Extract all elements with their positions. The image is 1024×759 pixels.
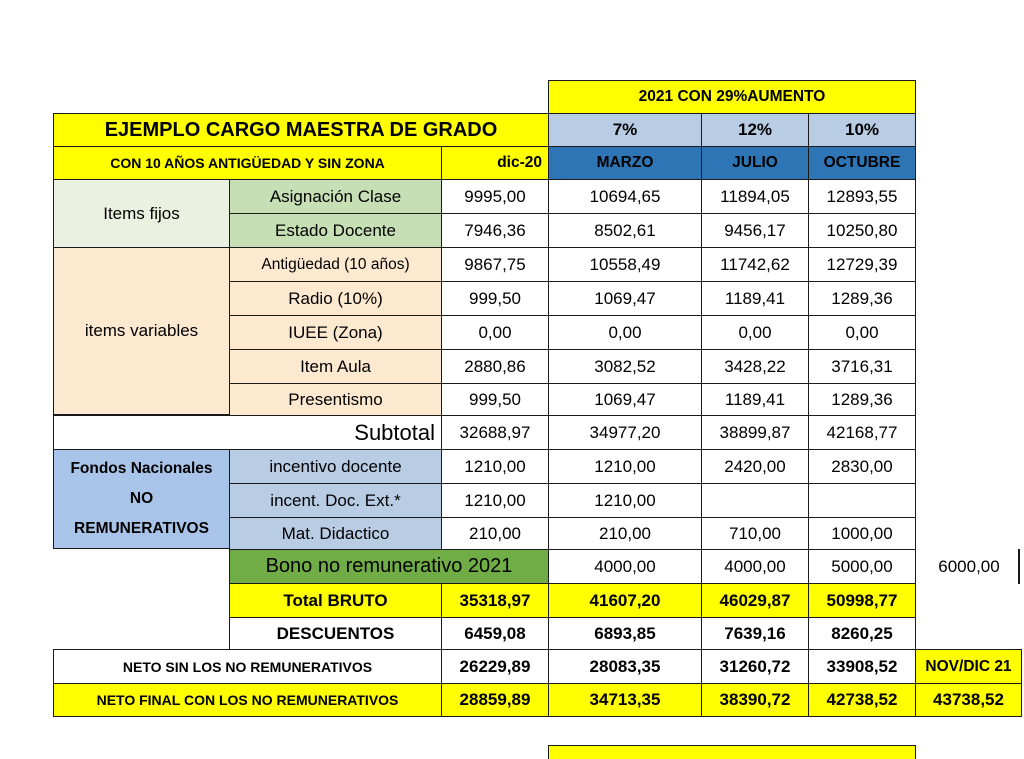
cell-aula-dic20: 2880,86: [441, 349, 549, 384]
cell-incentivo-octubre: 2830,00: [808, 449, 916, 484]
cell-descuentos-marzo: 6893,85: [548, 617, 702, 650]
cell-neto-sin-marzo: 28083,35: [548, 649, 702, 684]
cell-asignacion-octubre: 12893,55: [808, 179, 916, 214]
pct-octubre: 10%: [808, 113, 916, 147]
cell-estado-julio: 9456,17: [701, 213, 809, 248]
col-dic20: dic-20: [441, 146, 549, 180]
cell-neto-final-marzo: 34713,35: [548, 683, 702, 717]
cell-bono-extra: 6000,00: [920, 549, 1020, 584]
cell-bruto-dic20: 35318,97: [441, 583, 549, 618]
cell-subtotal-octubre: 42168,77: [808, 415, 916, 450]
row-label-item-aula: Item Aula: [229, 349, 442, 384]
cell-incentivo-julio: 2420,00: [701, 449, 809, 484]
row-label-incentivo-docente: incentivo docente: [229, 449, 442, 484]
cell-iuee-dic20: 0,00: [441, 315, 549, 350]
cell-incent-ext-dic20: 1210,00: [441, 483, 549, 518]
fondos-line-3: REMUNERATIVOS: [74, 520, 209, 537]
header-2021-increase: 2021 CON 29%AUMENTO: [548, 80, 916, 114]
cell-radio-octubre: 1289,36: [808, 281, 916, 316]
row-label-estado-docente: Estado Docente: [229, 213, 442, 248]
table-subtitle: CON 10 AÑOS ANTIGÜEDAD Y SIN ZONA: [53, 146, 442, 180]
row-label-iuee: IUEE (Zona): [229, 315, 442, 350]
cell-neto-sin-dic20: 26229,89: [441, 649, 549, 684]
cell-neto-sin-octubre: 33908,52: [808, 649, 916, 684]
cell-radio-dic20: 999,50: [441, 281, 549, 316]
cell-antiguedad-octubre: 12729,39: [808, 247, 916, 282]
fondos-line-1: Fondos Nacionales: [70, 460, 213, 477]
col-marzo: MARZO: [548, 146, 702, 180]
cell-subtotal-julio: 38899,87: [701, 415, 809, 450]
col-octubre: OCTUBRE: [808, 146, 916, 180]
cell-radio-julio: 1189,41: [701, 281, 809, 316]
cell-estado-dic20: 7946,36: [441, 213, 549, 248]
cell-aula-octubre: 3716,31: [808, 349, 916, 384]
col-julio: JULIO: [701, 146, 809, 180]
cell-bruto-marzo: 41607,20: [548, 583, 702, 618]
table-title: EJEMPLO CARGO MAESTRA DE GRADO: [53, 113, 549, 147]
cell-bono-marzo: 4000,00: [548, 549, 702, 584]
group-items-fijos: Items fijos: [53, 179, 230, 248]
cell-presentismo-marzo: 1069,47: [548, 383, 702, 416]
cell-aula-marzo: 3082,52: [548, 349, 702, 384]
row-label-radio: Radio (10%): [229, 281, 442, 316]
cell-nov-dic-header: NOV/DIC 21: [915, 649, 1022, 684]
cell-antiguedad-marzo: 10558,49: [548, 247, 702, 282]
subtotal-label: Subtotal: [53, 415, 442, 450]
cell-descuentos-julio: 7639,16: [701, 617, 809, 650]
cell-presentismo-octubre: 1289,36: [808, 383, 916, 416]
cell-asignacion-marzo: 10694,65: [548, 179, 702, 214]
cell-antiguedad-dic20: 9867,75: [441, 247, 549, 282]
cell-incentivo-dic20: 1210,00: [441, 449, 549, 484]
cell-bruto-octubre: 50998,77: [808, 583, 916, 618]
row-label-asignacion-clase: Asignación Clase: [229, 179, 442, 214]
cell-bono-julio: 4000,00: [701, 549, 809, 584]
cell-mat-julio: 710,00: [701, 517, 809, 550]
cell-iuee-julio: 0,00: [701, 315, 809, 350]
cell-neto-final-julio: 38390,72: [701, 683, 809, 717]
neto-final-label: NETO FINAL CON LOS NO REMUNERATIVOS: [53, 683, 442, 717]
cell-asignacion-dic20: 9995,00: [441, 179, 549, 214]
pct-julio: 12%: [701, 113, 809, 147]
cell-descuentos-octubre: 8260,25: [808, 617, 916, 650]
cell-presentismo-julio: 1189,41: [701, 383, 809, 416]
cell-neto-final-dic20: 28859,89: [441, 683, 549, 717]
cell-bono-octubre: 5000,00: [808, 549, 916, 584]
cell-mat-octubre: 1000,00: [808, 517, 916, 550]
cell-mat-marzo: 210,00: [548, 517, 702, 550]
cell-descuentos-dic20: 6459,08: [441, 617, 549, 650]
cell-incent-ext-octubre: [808, 483, 916, 518]
fondos-line-2: NO: [129, 490, 154, 507]
cell-neto-final-nov-dic: 43738,52: [915, 683, 1022, 717]
cell-mat-dic20: 210,00: [441, 517, 549, 550]
row-label-presentismo: Presentismo: [229, 383, 442, 416]
descuentos-label: DESCUENTOS: [229, 617, 442, 650]
cell-aula-julio: 3428,22: [701, 349, 809, 384]
cell-incent-ext-marzo: 1210,00: [548, 483, 702, 518]
cell-subtotal-dic20: 32688,97: [441, 415, 549, 450]
next-table-header-bar: [548, 745, 916, 759]
cell-estado-octubre: 10250,80: [808, 213, 916, 248]
cell-radio-marzo: 1069,47: [548, 281, 702, 316]
cell-incent-ext-julio: [701, 483, 809, 518]
cell-presentismo-dic20: 999,50: [441, 383, 549, 416]
group-items-variables: items variables: [53, 247, 230, 415]
row-label-mat-didactico: Mat. Didactico: [229, 517, 442, 550]
cell-subtotal-marzo: 34977,20: [548, 415, 702, 450]
row-label-antiguedad: Antigüedad (10 años): [229, 247, 442, 282]
cell-bruto-julio: 46029,87: [701, 583, 809, 618]
group-fondos-nacionales: [53, 449, 230, 549]
cell-incentivo-marzo: 1210,00: [548, 449, 702, 484]
cell-estado-marzo: 8502,61: [548, 213, 702, 248]
cell-neto-final-octubre: 42738,52: [808, 683, 916, 717]
cell-iuee-marzo: 0,00: [548, 315, 702, 350]
total-bruto-label: Total BRUTO: [229, 583, 442, 618]
neto-sin-label: NETO SIN LOS NO REMUNERATIVOS: [53, 649, 442, 684]
row-label-incent-doc-ext: incent. Doc. Ext.*: [229, 483, 442, 518]
cell-asignacion-julio: 11894,05: [701, 179, 809, 214]
cell-antiguedad-julio: 11742,62: [701, 247, 809, 282]
pct-marzo: 7%: [548, 113, 702, 147]
cell-neto-sin-julio: 31260,72: [701, 649, 809, 684]
cell-iuee-octubre: 0,00: [808, 315, 916, 350]
bono-label: Bono no remunerativo 2021: [229, 549, 549, 584]
